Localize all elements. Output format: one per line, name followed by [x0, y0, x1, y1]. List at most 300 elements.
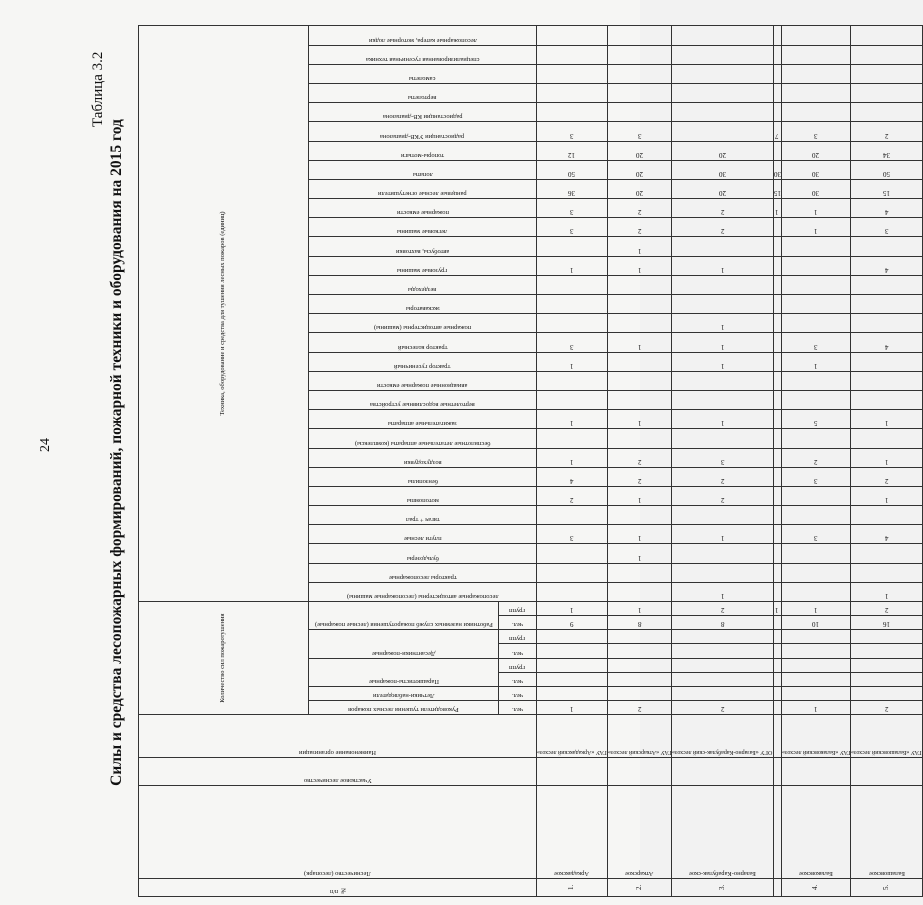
cell-no	[773, 878, 781, 896]
cell-equipment	[781, 525, 851, 544]
table-title: Силы и средства лесопожарных формирований, пожарной техники и оборудования на 2015 год	[108, 119, 125, 786]
cell-equipment	[537, 429, 608, 448]
cell-equipment	[851, 160, 923, 179]
cell-equipment-text: 1	[570, 419, 574, 428]
header-equipment-col-text: лесопожарные катера, моторные лодки	[368, 36, 477, 44]
cell-equipment-text: 2	[720, 476, 725, 485]
cell-equipment	[537, 160, 608, 179]
header-grupp	[499, 602, 537, 616]
cell-no	[607, 878, 672, 896]
cell-equipment-text: 1	[884, 592, 889, 601]
cell-equipment	[773, 199, 781, 218]
cell-equipment	[607, 525, 672, 544]
cell-equipment	[851, 314, 923, 333]
cell-org-text: ГАУ «Балаковский лесхоз»	[781, 748, 851, 755]
cell-equipment	[851, 237, 923, 256]
cell-equipment-text: 1	[720, 323, 725, 332]
header-observers	[309, 686, 499, 700]
cell-equipment	[781, 544, 851, 563]
cell-par_g	[851, 658, 923, 672]
header-chel-text: чел.	[511, 692, 524, 700]
cell-des_c	[773, 644, 781, 658]
header-equipment-col	[309, 410, 537, 429]
cell-equipment-text: 4	[884, 534, 889, 543]
cell-equipment	[537, 103, 608, 122]
cell-equipment	[537, 544, 608, 563]
cell-gw_c	[781, 616, 851, 630]
cell-equipment	[773, 26, 781, 46]
cell-org-text: ГАУ «Балашовский лесхоз»	[851, 748, 922, 755]
header-equipment-col	[309, 525, 537, 544]
cell-par_g	[781, 658, 851, 672]
cell-equipment	[781, 410, 851, 429]
cell-equipment	[781, 218, 851, 237]
cell-equipment	[537, 467, 608, 486]
cell-heads-text: 1	[570, 705, 574, 714]
cell-equipment-text: 1	[570, 265, 574, 274]
cell-equipment	[607, 295, 672, 314]
cell-equipment	[781, 333, 851, 352]
cell-equipment	[773, 295, 781, 314]
header-equipment-col	[309, 103, 537, 122]
cell-equipment-text: 1	[884, 419, 889, 428]
cell-gw_c	[773, 616, 781, 630]
header-equipment-col	[309, 141, 537, 160]
cell-equipment	[781, 179, 851, 198]
cell-gw_g	[537, 602, 608, 616]
header-equipment-col-text: трактор гусеничный	[394, 362, 451, 370]
cell-des_g	[537, 630, 608, 644]
cell-heads-text: 2	[884, 705, 889, 714]
cell-equipment	[781, 448, 851, 467]
cell-des_g	[607, 630, 672, 644]
cell-equipment	[607, 199, 672, 218]
cell-equipment	[537, 122, 608, 141]
cell-equipment	[781, 371, 851, 390]
cell-equipment-text: 1	[637, 265, 642, 274]
cell-gw_g-text: 1	[570, 606, 574, 615]
header-equipment-col-text: пожарные емкости	[396, 209, 449, 217]
header-equipment-col	[309, 122, 537, 141]
cell-equipment	[537, 486, 608, 505]
cell-equipment	[607, 122, 672, 141]
cell-equipment	[607, 26, 672, 46]
cell-equipment	[851, 83, 923, 102]
cell-equipment-text: 5	[814, 419, 818, 428]
header-org	[139, 715, 537, 757]
cell-equipment	[672, 544, 773, 563]
cell-equipment-text: 2	[570, 496, 574, 505]
header-equipment-col	[309, 26, 537, 46]
cell-equipment	[781, 122, 851, 141]
cell-equipment	[851, 467, 923, 486]
cell-equipment-text: 30	[812, 189, 820, 198]
header-equipment-col-text: самолеты	[409, 74, 436, 82]
cell-equipment-text: 3	[814, 342, 818, 351]
header-equipment-col-text: автобусы, вахтовки	[395, 247, 450, 255]
header-chel	[499, 644, 537, 658]
cell-equipment	[672, 448, 773, 467]
cell-org-text: ГАУ «Аркадакский лесхоз»	[537, 748, 607, 755]
cell-equipment	[781, 199, 851, 218]
cell-par_g	[537, 658, 608, 672]
cell-equipment	[781, 64, 851, 83]
cell-equipment-text: 3	[570, 227, 574, 236]
header-forestry-text: Лесничество (лесопарк)	[304, 869, 371, 877]
header-equipment-col-text: плуги лесные	[403, 535, 442, 543]
header-chel	[499, 686, 537, 700]
cell-equipment-text: 20	[635, 189, 643, 198]
cell-equipment	[851, 429, 923, 448]
cell-equipment	[607, 582, 672, 601]
cell-equipment-text: 15	[773, 189, 781, 198]
cell-equipment-text: 3	[570, 131, 574, 140]
cell-equipment	[773, 506, 781, 525]
cell-equipment	[537, 410, 608, 429]
cell-des_c	[781, 644, 851, 658]
cell-equipment-text: 1	[637, 534, 642, 543]
header-equipment-col	[309, 582, 537, 601]
cell-equipment	[851, 352, 923, 371]
header-equipment-col	[309, 486, 537, 505]
cell-equipment	[781, 467, 851, 486]
header-equipment-col-text: лесопожарные автоцистерны (лесопожарные машины)	[346, 593, 499, 601]
cell-equipment-text: 4	[884, 265, 889, 274]
cell-equipment-text: 2	[637, 476, 642, 485]
header-chel	[499, 701, 537, 715]
header-grupp-text: групп	[509, 607, 526, 615]
cell-equipment	[672, 410, 773, 429]
cell-equipment-text: 4	[884, 208, 889, 217]
cell-equipment-text: 50	[568, 169, 576, 178]
cell-equipment	[537, 390, 608, 409]
cell-org-text: ГАУ «Аткарский лесхоз»	[607, 748, 672, 755]
cell-equipment-text: 2	[637, 208, 642, 217]
cell-gw_g-text: 1	[637, 606, 642, 615]
cell-equipment-text: 4	[884, 342, 889, 351]
cell-equipment	[672, 314, 773, 333]
cell-equipment	[851, 448, 923, 467]
cell-equipment	[537, 179, 608, 198]
cell-equipment-text: 1	[720, 265, 725, 274]
cell-equipment	[672, 525, 773, 544]
cell-gw_g	[672, 602, 773, 616]
cell-forestry-text: Балаковское	[798, 869, 833, 877]
header-equipment-col	[309, 295, 537, 314]
header-equipment-col-text: беспилотные летательные аппараты (комплексы)	[354, 439, 491, 447]
cell-heads	[781, 701, 851, 715]
cell-district	[537, 757, 608, 785]
header-equipment-col-text: специализированная гусеничная техника	[365, 55, 480, 63]
cell-equipment	[781, 103, 851, 122]
cell-forestry-text: Аркадакское	[554, 869, 590, 877]
cell-equipment-text: 2	[637, 457, 642, 466]
cell-equipment-text: 2	[884, 131, 889, 140]
header-no	[139, 878, 537, 896]
cell-equipment	[773, 256, 781, 275]
cell-equipment-text: 3	[814, 534, 818, 543]
cell-equipment	[607, 314, 672, 333]
header-equipment-col-text: радиостанции УКВ-диапазона	[380, 132, 465, 140]
cell-equipment-text: 3	[814, 131, 818, 140]
cell-equipment	[773, 122, 781, 141]
header-equipment-col-text: бульдозеры	[406, 554, 439, 562]
cell-equipment	[672, 122, 773, 141]
cell-equipment-text: 7	[775, 131, 779, 140]
cell-equipment-text: 20	[718, 189, 726, 198]
cell-equipment	[672, 64, 773, 83]
cell-equipment	[773, 237, 781, 256]
cell-par_g	[607, 658, 672, 672]
header-equipment-col-text: воздуходувки	[403, 458, 442, 466]
cell-equipment	[537, 141, 608, 160]
cell-equipment-text: 34	[883, 150, 891, 159]
table-number: Таблица 3.2	[90, 51, 106, 127]
cell-equipment	[851, 141, 923, 160]
cell-heads	[607, 701, 672, 715]
header-equipment-col	[309, 64, 537, 83]
cell-equipment	[773, 160, 781, 179]
header-equipment-col-text: ранцевые лесные огнетушители	[378, 190, 467, 198]
cell-equipment	[851, 410, 923, 429]
cell-equipment-text: 30	[812, 169, 820, 178]
cell-equipment-text: 1	[570, 457, 574, 466]
cell-par_c	[672, 672, 773, 686]
cell-equipment-text: 50	[883, 169, 891, 178]
cell-des_g	[672, 630, 773, 644]
cell-equipment	[537, 64, 608, 83]
cell-obs	[607, 686, 672, 700]
cell-equipment	[607, 160, 672, 179]
cell-heads	[851, 701, 923, 715]
cell-equipment	[672, 275, 773, 294]
cell-equipment-text: 1	[637, 553, 642, 562]
header-equipment-col-text: вертолетные водосливные устройства	[370, 401, 475, 409]
cell-equipment	[773, 83, 781, 102]
cell-equipment	[607, 506, 672, 525]
cell-equipment	[607, 486, 672, 505]
header-ground-workers	[309, 602, 499, 630]
cell-equipment	[672, 160, 773, 179]
cell-equipment	[537, 333, 608, 352]
cell-equipment	[851, 199, 923, 218]
cell-equipment-text: 2	[814, 457, 818, 466]
cell-forestry	[781, 785, 851, 878]
cell-equipment	[607, 141, 672, 160]
table-row	[537, 26, 608, 897]
cell-equipment	[607, 544, 672, 563]
header-equipment-col	[309, 314, 537, 333]
cell-equipment	[537, 275, 608, 294]
cell-equipment-text: 1	[637, 419, 642, 428]
cell-equipment	[672, 218, 773, 237]
cell-equipment-text: 30	[718, 169, 726, 178]
cell-no-text: 5.	[881, 884, 890, 891]
cell-equipment-text: 20	[635, 150, 643, 159]
cell-equipment	[851, 544, 923, 563]
header-equipment-col-text: грузовые машины	[397, 266, 448, 274]
header-grupp	[499, 630, 537, 644]
cell-equipment	[537, 582, 608, 601]
cell-equipment	[851, 275, 923, 294]
cell-equipment	[537, 352, 608, 371]
cell-equipment	[781, 45, 851, 64]
table-row	[607, 26, 672, 897]
cell-equipment	[781, 141, 851, 160]
cell-equipment-text: 20	[718, 150, 726, 159]
cell-par_c	[781, 672, 851, 686]
cell-equipment	[537, 563, 608, 582]
cell-gw_c-text: 9	[570, 620, 574, 629]
header-chel-text: чел.	[511, 621, 524, 629]
cell-equipment-text: 1	[637, 496, 642, 505]
cell-forestry	[851, 785, 923, 878]
cell-forestry	[672, 785, 773, 878]
cell-equipment	[773, 448, 781, 467]
cell-equipment-text: 2	[720, 208, 725, 217]
cell-equipment-text: 1	[637, 246, 642, 255]
cell-gw_c-text: 16	[883, 620, 891, 629]
cell-forestry-text: Аткарское	[625, 869, 654, 877]
cell-des_c	[672, 644, 773, 658]
cell-org-text: ОГУ «Базарно-Карабулак-ский лесхоз»	[672, 748, 773, 755]
cell-equipment	[607, 179, 672, 198]
cell-equipment-text: 2	[884, 476, 889, 485]
cell-equipment	[773, 525, 781, 544]
cell-equipment	[607, 218, 672, 237]
cell-equipment	[672, 429, 773, 448]
cell-no-text: 3.	[717, 884, 726, 891]
cell-equipment-text: 3	[720, 457, 725, 466]
cell-district	[607, 757, 672, 785]
cell-equipment	[537, 256, 608, 275]
header-chel	[499, 672, 537, 686]
header-org-text: Наименование организации	[298, 748, 377, 756]
table-row	[773, 26, 781, 897]
header-equipment-col	[309, 563, 537, 582]
cell-equipment	[672, 83, 773, 102]
cell-equipment	[672, 390, 773, 409]
header-equipment-col-text: мотопомпы	[406, 497, 439, 505]
header-heads	[309, 701, 499, 715]
header-grupp-text: групп	[509, 635, 526, 643]
cell-equipment-text: 3	[814, 476, 818, 485]
cell-equipment	[672, 506, 773, 525]
cell-equipment-text: 3	[570, 342, 574, 351]
cell-equipment	[773, 141, 781, 160]
cell-equipment	[851, 563, 923, 582]
cell-org	[607, 715, 672, 757]
cell-equipment	[781, 256, 851, 275]
cell-obs	[773, 686, 781, 700]
cell-org	[537, 715, 608, 757]
cell-equipment	[672, 333, 773, 352]
cell-obs	[851, 686, 923, 700]
cell-equipment	[607, 371, 672, 390]
header-district-text: Участковое лесничество	[303, 776, 372, 784]
cell-equipment	[773, 371, 781, 390]
cell-gw_g-text: 2	[884, 606, 889, 615]
cell-equipment	[537, 506, 608, 525]
cell-equipment	[537, 83, 608, 102]
cell-equipment	[781, 582, 851, 601]
header-equipment-col	[309, 199, 537, 218]
cell-equipment	[672, 237, 773, 256]
cell-equipment-text: 20	[635, 169, 643, 178]
header-personnel	[139, 602, 309, 715]
header-desantniki	[309, 630, 499, 658]
cell-equipment	[773, 103, 781, 122]
header-equipment-col	[309, 179, 537, 198]
cell-equipment	[781, 160, 851, 179]
cell-equipment	[851, 371, 923, 390]
cell-gw_c	[537, 616, 608, 630]
cell-equipment-text: 1	[720, 342, 725, 351]
cell-no	[672, 878, 773, 896]
cell-equipment	[537, 448, 608, 467]
cell-equipment-text: 1	[814, 208, 818, 217]
cell-equipment	[851, 506, 923, 525]
cell-des_c	[851, 644, 923, 658]
cell-equipment-text: 36	[568, 189, 576, 198]
cell-equipment	[537, 525, 608, 544]
cell-equipment	[537, 295, 608, 314]
header-grupp-text: групп	[509, 663, 526, 671]
cell-equipment	[851, 256, 923, 275]
cell-equipment	[773, 179, 781, 198]
forces-table	[138, 25, 923, 897]
header-equipment-col	[309, 544, 537, 563]
cell-equipment	[537, 218, 608, 237]
header-equipment-col	[309, 83, 537, 102]
cell-equipment	[851, 179, 923, 198]
cell-forestry	[773, 785, 781, 878]
header-equipment-col-text: авиационные пожарные емкости	[377, 381, 468, 389]
cell-equipment-text: 30	[773, 169, 781, 178]
cell-obs	[537, 686, 608, 700]
cell-equipment-text: 4	[570, 476, 574, 485]
cell-equipment-text: 3	[884, 227, 889, 236]
header-equipment-col-text: тракторы лесопожарные	[388, 573, 457, 581]
cell-equipment	[851, 64, 923, 83]
cell-equipment	[781, 314, 851, 333]
cell-equipment	[672, 45, 773, 64]
cell-equipment-text: 2	[720, 496, 725, 505]
cell-no-text: 1.	[567, 884, 576, 891]
cell-org	[781, 715, 851, 757]
cell-equipment	[781, 26, 851, 46]
cell-equipment-text: 1	[884, 457, 889, 466]
cell-equipment	[851, 525, 923, 544]
cell-equipment	[607, 410, 672, 429]
cell-gw_g-text: 1	[814, 606, 818, 615]
page-number: 24	[38, 438, 53, 452]
header-equipment-col-text: экскаваторы	[405, 305, 440, 313]
cell-equipment-text: 1	[814, 227, 818, 236]
header-heads-text: Руководители тушения лесных пожаров	[348, 706, 459, 714]
cell-equipment-text: 3	[637, 131, 642, 140]
cell-equipment	[773, 582, 781, 601]
cell-org	[773, 715, 781, 757]
cell-no	[781, 878, 851, 896]
cell-gw_g-text: 1	[775, 606, 779, 615]
cell-equipment	[773, 64, 781, 83]
cell-par_c	[607, 672, 672, 686]
cell-equipment	[607, 333, 672, 352]
cell-gw_c	[607, 616, 672, 630]
cell-equipment-text: 3	[570, 534, 574, 543]
cell-equipment	[773, 410, 781, 429]
